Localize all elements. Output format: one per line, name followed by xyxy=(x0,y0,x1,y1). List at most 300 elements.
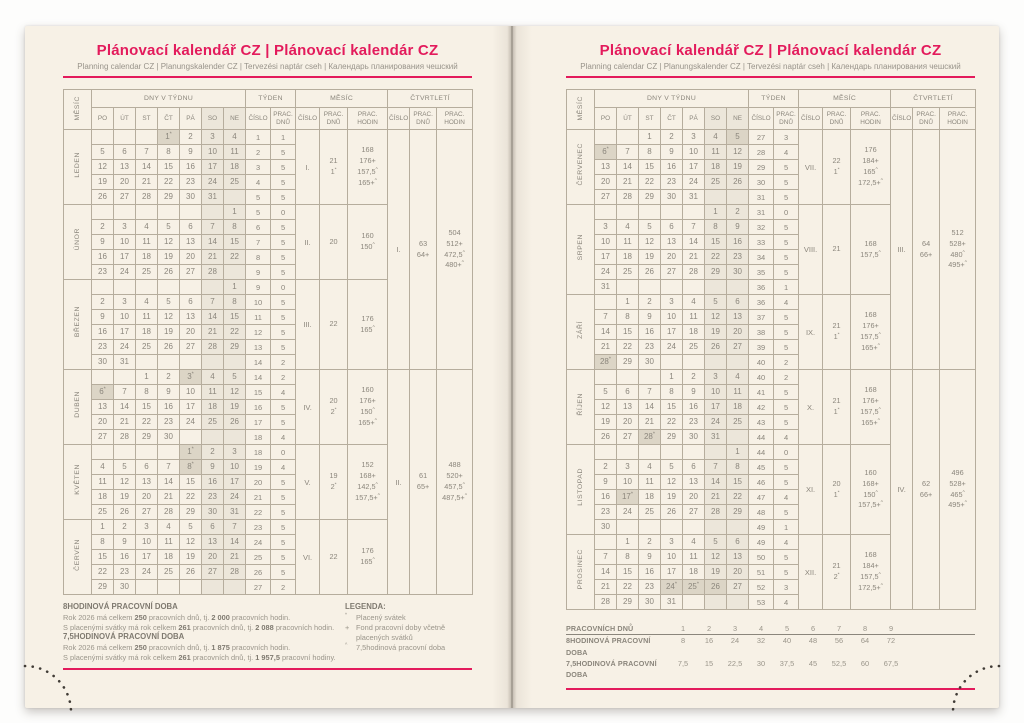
conversion-value: 52,5 xyxy=(831,658,847,668)
day-cell: 21 xyxy=(158,490,180,505)
week-number-cell: 31 xyxy=(749,190,774,205)
conversion-value: 30 xyxy=(756,658,766,668)
day-cell: 4 xyxy=(683,535,705,550)
week-number-cell: 40 xyxy=(749,355,774,370)
month-name-label: PROSINEC xyxy=(577,549,584,590)
day-cell: 27 xyxy=(595,190,617,205)
day-cell: 9 xyxy=(92,235,114,250)
day-cell: 17 xyxy=(114,250,136,265)
day-cell: 21 xyxy=(224,550,246,565)
day-cell: 12 xyxy=(639,235,661,250)
week-number-cell: 4 xyxy=(246,175,271,190)
month-number-header: ČÍSLO xyxy=(296,108,320,130)
weekday-header: ÚT xyxy=(114,108,136,130)
month-workdays-cell: 21 xyxy=(823,205,851,295)
week-number-cell: 44 xyxy=(749,445,774,460)
day-cell xyxy=(158,280,180,295)
day-cell: 25 xyxy=(224,175,246,190)
day-cell: 5 xyxy=(705,295,727,310)
day-cell: 5 xyxy=(158,220,180,235)
title-rule xyxy=(566,76,975,78)
day-cell: 8 xyxy=(136,385,158,400)
month-workhours-cell: 176 184+ 165^ 172,5+^ xyxy=(851,130,891,205)
legend-symbol: ^ xyxy=(345,642,348,649)
day-cell: 6* xyxy=(92,385,114,400)
day-cell: 19 xyxy=(661,490,683,505)
week-workdays-cell: 5 xyxy=(774,385,799,400)
day-cell: 3 xyxy=(617,460,639,475)
day-cell: 17 xyxy=(224,475,246,490)
day-cell: 8 xyxy=(639,145,661,160)
week-workdays-cell: 1 xyxy=(271,130,296,145)
week-workdays-cell: 5 xyxy=(271,235,296,250)
day-cell: 22 xyxy=(617,580,639,595)
day-cell: 19 xyxy=(595,415,617,430)
day-cell: 11 xyxy=(136,235,158,250)
work-time-value: 250 xyxy=(134,612,147,622)
conversion-value: 24 xyxy=(730,636,740,646)
month-name-label: ČERVENEC xyxy=(577,143,584,186)
footer-rule xyxy=(566,688,975,690)
day-cell: 14 xyxy=(136,160,158,175)
day-cell: 21 xyxy=(639,415,661,430)
conversion-value: 48 xyxy=(808,636,818,646)
week-workdays-cell: 1 xyxy=(774,520,799,535)
work-time-section-title: 8HODINOVÁ PRACOVNÍ DOBA xyxy=(63,602,178,611)
day-cell: 12 xyxy=(224,385,246,400)
day-cell: 20 xyxy=(595,175,617,190)
day-cell: 1 xyxy=(639,130,661,145)
day-cell: 3 xyxy=(114,220,136,235)
week-number-cell: 35 xyxy=(749,265,774,280)
week-workdays-cell: 5 xyxy=(774,235,799,250)
work-time-text: Rok 2026 má celkem xyxy=(63,643,135,652)
day-cell: 10 xyxy=(202,145,224,160)
day-cell: 8 xyxy=(661,385,683,400)
day-cell xyxy=(136,130,158,145)
week-workdays-cell: 5 xyxy=(271,220,296,235)
day-cell: 16 xyxy=(180,160,202,175)
month-workdays-cell: 20 xyxy=(320,205,348,280)
day-cell: 22 xyxy=(705,250,727,265)
week-workdays-cell: 4 xyxy=(271,460,296,475)
month-name-cell xyxy=(64,280,92,370)
week-workdays-cell: 5 xyxy=(774,325,799,340)
day-cell: 15 xyxy=(158,160,180,175)
day-cell: 24 xyxy=(114,265,136,280)
day-cell: 1 xyxy=(661,370,683,385)
weekday-header: ČT xyxy=(661,108,683,130)
day-cell xyxy=(180,430,202,445)
week-workdays-cell: 3 xyxy=(774,130,799,145)
work-time-text: pracovních dnů, tj. xyxy=(146,643,212,652)
day-cell xyxy=(114,370,136,385)
day-cell: 27 xyxy=(683,505,705,520)
day-cell: 19 xyxy=(705,565,727,580)
day-cell: 29 xyxy=(224,340,246,355)
day-cell: 23 xyxy=(158,415,180,430)
week-workdays-cell: 4 xyxy=(774,145,799,160)
day-cell: 1 xyxy=(224,205,246,220)
day-cell: 4 xyxy=(683,295,705,310)
day-cell: 26 xyxy=(727,175,749,190)
day-cell: 10 xyxy=(705,385,727,400)
day-cell: 17 xyxy=(661,565,683,580)
day-cell: 25 xyxy=(158,565,180,580)
day-cell: 14 xyxy=(114,400,136,415)
day-cell: 20 xyxy=(92,415,114,430)
day-cell: 6 xyxy=(727,295,749,310)
day-cell: 21 xyxy=(595,580,617,595)
work-time-text: pracovních hodin. xyxy=(229,643,291,652)
day-cell: 20 xyxy=(180,325,202,340)
day-cell: 1 xyxy=(617,535,639,550)
month-workhours-cell: 160 176+ 150^ 165+^ xyxy=(348,370,388,445)
day-cell: 26 xyxy=(224,415,246,430)
day-cell: 30 xyxy=(158,430,180,445)
day-cell xyxy=(136,280,158,295)
legend-item xyxy=(345,643,472,653)
week-number-cell: 9 xyxy=(246,280,271,295)
day-cell: 22 xyxy=(158,175,180,190)
day-cell: 1 xyxy=(224,280,246,295)
day-cell: 14 xyxy=(683,235,705,250)
day-cell: 17 xyxy=(202,160,224,175)
legend-symbol: * xyxy=(345,612,347,619)
day-cell: 14 xyxy=(158,475,180,490)
day-cell: 25 xyxy=(136,340,158,355)
day-cell: 14 xyxy=(202,235,224,250)
day-cell: 9 xyxy=(727,220,749,235)
day-cell xyxy=(683,205,705,220)
conversion-value: 64 xyxy=(860,636,870,646)
day-cell: 25 xyxy=(617,265,639,280)
week-workdays-cell: 5 xyxy=(774,175,799,190)
day-cell: 5 xyxy=(705,535,727,550)
day-cell: 3 xyxy=(136,520,158,535)
day-cell: 23 xyxy=(661,175,683,190)
week-workdays-cell: 0 xyxy=(774,205,799,220)
week-number-cell: 26 xyxy=(246,565,271,580)
day-cell: 28* xyxy=(639,430,661,445)
day-cell: 7 xyxy=(202,295,224,310)
month-name-label: ŘÍJEN xyxy=(577,393,584,416)
day-cell xyxy=(727,190,749,205)
day-cell: 1 xyxy=(727,445,749,460)
day-cell: 26 xyxy=(639,265,661,280)
day-cell xyxy=(158,205,180,220)
day-cell: 3 xyxy=(202,130,224,145)
day-cell: 29 xyxy=(158,190,180,205)
planning-table-first-half xyxy=(63,89,473,595)
day-cell: 28 xyxy=(202,340,224,355)
day-cell: 29 xyxy=(661,430,683,445)
day-cell: 31 xyxy=(595,280,617,295)
work-time-line xyxy=(63,613,331,623)
weekday-header: ÚT xyxy=(617,108,639,130)
conversion-value: 8 xyxy=(862,624,868,633)
day-cell: 2 xyxy=(727,205,749,220)
week-number-cell: 8 xyxy=(246,250,271,265)
day-cell: 6 xyxy=(727,535,749,550)
conversion-value: 9 xyxy=(888,624,894,633)
day-cell: 8 xyxy=(727,460,749,475)
day-cell: 1 xyxy=(92,520,114,535)
week-number-cell: 10 xyxy=(246,295,271,310)
month-workdays-header: PRAC. DNŮ xyxy=(320,108,348,130)
work-time-text: S placenými svátky má rok celkem xyxy=(63,622,179,632)
quarter-group-header: ČTVRTLETÍ xyxy=(388,90,473,108)
day-cell: 11 xyxy=(705,145,727,160)
conversion-value: 3 xyxy=(732,624,738,633)
day-cell xyxy=(705,355,727,370)
day-cell: 14 xyxy=(224,535,246,550)
day-cell: 22 xyxy=(727,490,749,505)
day-cell: 2 xyxy=(180,130,202,145)
month-workdays-cell: 21 2* xyxy=(823,535,851,610)
week-workdays-header: PRAC. DNŮ xyxy=(774,108,799,130)
day-cell: 17 xyxy=(661,325,683,340)
weekday-header: ST xyxy=(136,108,158,130)
week-workdays-cell: 4 xyxy=(271,385,296,400)
week-workdays-cell: 5 xyxy=(271,190,296,205)
week-workdays-cell: 5 xyxy=(271,535,296,550)
day-cell: 6 xyxy=(617,385,639,400)
week-workdays-cell: 5 xyxy=(271,400,296,415)
day-cell xyxy=(92,280,114,295)
day-cell xyxy=(114,130,136,145)
day-cell: 30 xyxy=(661,190,683,205)
month-name-cell xyxy=(567,445,595,535)
legend-symbol: + xyxy=(345,622,350,632)
week-number-cell: 5 xyxy=(246,205,271,220)
quarter-workhours-header: PRAC. HODIN xyxy=(940,108,976,130)
month-column-header xyxy=(64,90,92,130)
day-cell: 9 xyxy=(114,535,136,550)
day-cell: 25 xyxy=(705,175,727,190)
week-workdays-cell: 4 xyxy=(774,490,799,505)
month-number-cell: IX. xyxy=(799,295,823,370)
month-workdays-cell: 22 xyxy=(320,280,348,370)
day-cell: 17 xyxy=(705,400,727,415)
day-cell xyxy=(180,205,202,220)
day-cell xyxy=(92,130,114,145)
week-workdays-cell: 4 xyxy=(774,430,799,445)
day-cell: 1 xyxy=(136,370,158,385)
day-cell: 23 xyxy=(202,490,224,505)
legend-text: 7,5hodinová pracovní doba xyxy=(356,642,446,652)
day-cell: 20 xyxy=(683,490,705,505)
week-workdays-cell: 0 xyxy=(774,445,799,460)
month-workhours-header: PRAC. HODIN xyxy=(851,108,891,130)
day-cell: 22 xyxy=(180,490,202,505)
day-cell: 3 xyxy=(683,130,705,145)
month-name-cell xyxy=(64,370,92,445)
day-cell: 1* xyxy=(180,445,202,460)
week-number-cell: 6 xyxy=(246,220,271,235)
day-cell: 31 xyxy=(683,190,705,205)
week-workdays-cell: 4 xyxy=(271,430,296,445)
week-workdays-cell: 2 xyxy=(774,370,799,385)
work-time-value: 2 088 xyxy=(255,622,274,632)
day-cell: 27 xyxy=(617,430,639,445)
week-number-cell: 32 xyxy=(749,220,774,235)
week-workdays-cell: 5 xyxy=(774,415,799,430)
day-cell xyxy=(639,205,661,220)
day-cell xyxy=(595,535,617,550)
conversion-value: 45 xyxy=(808,658,818,668)
day-cell xyxy=(92,445,114,460)
week-workdays-cell: 5 xyxy=(271,520,296,535)
day-cell: 10 xyxy=(136,535,158,550)
day-cell: 26 xyxy=(595,430,617,445)
day-cell: 28 xyxy=(136,190,158,205)
day-cell: 9 xyxy=(639,310,661,325)
month-number-cell: IV. xyxy=(296,370,320,445)
day-cell: 4 xyxy=(158,520,180,535)
day-cell xyxy=(224,580,246,595)
conversion-row-label: 8HODINOVÁ PRACOVNÍ DOBA xyxy=(566,636,651,657)
week-number-cell: 28 xyxy=(749,145,774,160)
day-cell: 27 xyxy=(727,580,749,595)
conversion-value: 22,5 xyxy=(727,658,743,668)
day-cell xyxy=(180,580,202,595)
week-number-cell: 21 xyxy=(246,490,271,505)
day-cell: 13 xyxy=(92,400,114,415)
weekday-header: PO xyxy=(92,108,114,130)
day-cell: 1 xyxy=(705,205,727,220)
month-workdays-cell: 21 1* xyxy=(823,295,851,370)
week-workdays-cell: 5 xyxy=(774,565,799,580)
day-cell xyxy=(727,595,749,610)
day-cell xyxy=(202,580,224,595)
day-cell: 13 xyxy=(727,310,749,325)
week-number-cell: 51 xyxy=(749,565,774,580)
week-number-cell: 14 xyxy=(246,370,271,385)
day-cell: 6* xyxy=(595,145,617,160)
day-cell: 8 xyxy=(158,145,180,160)
day-cell: 15 xyxy=(180,475,202,490)
day-cell: 21 xyxy=(683,250,705,265)
day-cell: 10 xyxy=(661,550,683,565)
day-cell xyxy=(136,205,158,220)
day-cell xyxy=(136,355,158,370)
weekday-header: PO xyxy=(595,108,617,130)
day-cell: 5 xyxy=(224,370,246,385)
month-name-cell xyxy=(64,130,92,205)
quarter-workdays-cell: 61 65+ xyxy=(410,370,437,595)
day-cell xyxy=(727,355,749,370)
month-number-cell: III. xyxy=(296,280,320,370)
day-cell: 12 xyxy=(705,310,727,325)
day-cell: 17 xyxy=(114,325,136,340)
work-time-value: 1 875 xyxy=(211,643,230,652)
month-name-cell xyxy=(567,535,595,610)
day-cell: 11 xyxy=(639,475,661,490)
day-cell: 17 xyxy=(595,250,617,265)
day-cell: 26 xyxy=(114,505,136,520)
day-cell: 15 xyxy=(136,400,158,415)
week-number-cell: 52 xyxy=(749,580,774,595)
day-cell xyxy=(683,520,705,535)
month-workdays-cell: 22 1* xyxy=(823,130,851,205)
day-cell: 8 xyxy=(92,535,114,550)
conversion-value: 40 xyxy=(782,636,792,646)
day-cell: 19 xyxy=(158,325,180,340)
day-cell xyxy=(224,265,246,280)
day-cell xyxy=(595,370,617,385)
week-workdays-cell: 5 xyxy=(774,460,799,475)
day-cell xyxy=(683,280,705,295)
legend-title: LEGENDA: xyxy=(345,602,386,611)
day-cell: 17 xyxy=(683,160,705,175)
work-hours-summary xyxy=(63,602,472,663)
day-cell: 26 xyxy=(661,505,683,520)
day-cell xyxy=(158,580,180,595)
day-cell xyxy=(683,595,705,610)
day-cell: 4 xyxy=(639,460,661,475)
day-cell: 8 xyxy=(705,220,727,235)
week-number-cell: 34 xyxy=(749,250,774,265)
day-cell: 22 xyxy=(136,415,158,430)
conversion-row xyxy=(566,658,975,680)
quarter-number-cell: I. xyxy=(388,130,410,370)
month-name-cell xyxy=(567,370,595,445)
day-cell: 4 xyxy=(224,130,246,145)
week-workdays-cell: 2 xyxy=(271,580,296,595)
month-name-cell xyxy=(567,295,595,370)
work-time-text: pracovní hodiny. xyxy=(279,652,336,662)
day-cell: 2 xyxy=(639,295,661,310)
day-cell: 14 xyxy=(639,400,661,415)
day-cell: 16 xyxy=(114,550,136,565)
conversion-value: 60 xyxy=(860,658,870,668)
day-cell: 22 xyxy=(224,325,246,340)
month-name-cell xyxy=(567,205,595,295)
weekday-header: ST xyxy=(639,108,661,130)
month-workhours-cell: 168 157,5^ xyxy=(851,205,891,295)
day-cell: 29 xyxy=(727,505,749,520)
quarter-number-cell: IV. xyxy=(891,370,913,610)
day-cell: 24 xyxy=(617,505,639,520)
month-name-cell xyxy=(567,130,595,205)
day-cell: 30 xyxy=(639,355,661,370)
day-cell: 5 xyxy=(595,385,617,400)
week-workdays-cell: 5 xyxy=(774,505,799,520)
day-cell: 20 xyxy=(202,550,224,565)
day-cell: 24 xyxy=(661,340,683,355)
day-cell: 2 xyxy=(639,535,661,550)
day-cell: 9 xyxy=(683,385,705,400)
day-cell: 28 xyxy=(224,565,246,580)
day-cell: 10 xyxy=(114,310,136,325)
day-cell xyxy=(727,430,749,445)
week-workdays-cell: 5 xyxy=(774,220,799,235)
day-cell: 2 xyxy=(92,295,114,310)
week-workdays-cell: 5 xyxy=(774,400,799,415)
day-cell: 24 xyxy=(683,175,705,190)
quarter-workdays-header: PRAC. DNŮ xyxy=(410,108,437,130)
day-cell: 6 xyxy=(180,220,202,235)
weekday-header: NE xyxy=(727,108,749,130)
day-cell: 18 xyxy=(224,160,246,175)
day-cell: 15 xyxy=(92,550,114,565)
day-cell: 15 xyxy=(727,475,749,490)
day-cell: 6 xyxy=(683,460,705,475)
week-number-cell: 45 xyxy=(749,460,774,475)
day-cell: 20 xyxy=(136,490,158,505)
month-name-label: DUBEN xyxy=(74,391,81,418)
